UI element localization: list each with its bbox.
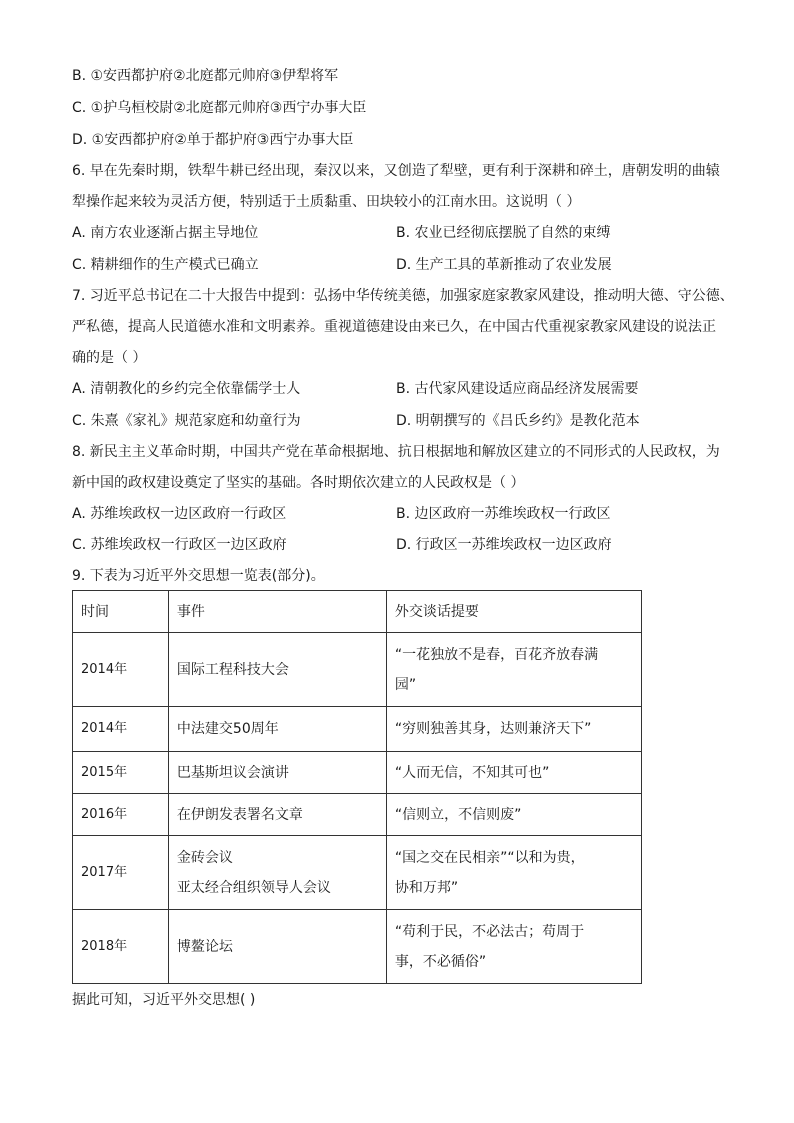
table-row (73, 910, 642, 984)
header-event: 事件 (168, 591, 386, 633)
q9-stem: 9. 下表为习近平外交思想一览表(部分)。 (72, 568, 325, 584)
row-talk (386, 836, 641, 910)
row-time: 2017年 (73, 836, 169, 910)
row-event: 巴基斯坦议会演讲 (168, 752, 386, 794)
row-event (168, 836, 386, 910)
row-time: 2014年 (73, 707, 169, 752)
table-header-row (73, 591, 642, 633)
q7-stem-line1: 7. 习近平总书记在二十大报告中提到：弘扬中华传统美德，加强家庭家教家风建设，推动明大德、守公德、 (72, 288, 734, 304)
row-event: 中法建交50周年 (168, 707, 386, 752)
q7-option-b: B. 古代家风建设适应商品经济发展需要 (396, 381, 639, 397)
diplomacy-table (72, 590, 642, 984)
row-event: 国际工程科技大会 (168, 633, 386, 707)
table-row (73, 794, 642, 836)
row-time: 2016年 (73, 794, 169, 836)
q6-stem-line2: 犁操作起来较为灵活方便，特别适于土质黏重、田块较小的江南水田。这说明（ ） (72, 194, 581, 210)
table-row (73, 633, 642, 707)
row-talk: “人而无信，不知其可也” (386, 752, 641, 794)
header-talk: 外交谈话提要 (386, 591, 641, 633)
row-talk-line1: “国之交在民相亲”“以和为贵， (394, 849, 585, 866)
row-time: 2015年 (73, 752, 169, 794)
q7-stem-line2: 严私德，提高人民道德水准和文明素养。重视道德建设由来已久，在中国古代重视家教家风建设的说法正 (72, 319, 716, 335)
q8-stem-line2: 新中国的政权建设奠定了坚实的基础。各时期依次建立的人民政权是（ ） (72, 475, 525, 491)
row-event-line2: 亚太经合组织领导人会议 (176, 879, 331, 896)
q6-stem-line1: 6. 早在先秦时期，铁犁牛耕已经出现，秦汉以来，又创造了犁壁，更有利于深耕和碎土，唐朝发明的曲辕 (72, 163, 720, 179)
q8-option-d: D. 行政区一苏维埃政权一边区政府 (396, 537, 612, 553)
q6-option-a: A. 南方农业逐渐占据主导地位 (72, 225, 259, 241)
q5-option-d: D. ①安西都护府②单于都护府③西宁办事大臣 (72, 132, 354, 148)
q7-stem-line3: 确的是（ ） (72, 350, 147, 366)
q8-stem-line1: 8. 新民主主义革命时期，中国共产党在革命根据地、抗日根据地和解放区建立的不同形式的人民政权，为 (72, 444, 720, 460)
row-talk (386, 633, 641, 707)
q8-option-c: C. 苏维埃政权一行政区一边区政府 (72, 537, 287, 553)
table-row (73, 752, 642, 794)
q8-option-a: A. 苏维埃政权一边区政府一行政区 (72, 506, 287, 522)
row-talk (386, 910, 641, 984)
row-talk-line1: “一花独放不是春，百花齐放春满 (394, 646, 599, 663)
row-talk-line1: “苟利于民，不必法古；苟周于 (394, 923, 585, 940)
row-talk: “信则立，不信则废” (386, 794, 641, 836)
q6-option-d: D. 生产工具的革新推动了农业发展 (396, 257, 612, 273)
row-talk-line2: 事，不必循俗” (394, 953, 487, 970)
row-time: 2018年 (73, 910, 169, 984)
q7-option-c: C. 朱熹《家礼》规范家庭和幼童行为 (72, 413, 301, 429)
q7-option-d: D. 明朝撰写的《吕氏乡约》是教化范本 (396, 413, 640, 429)
q9-tail: 据此可知，习近平外交思想( ) (72, 992, 256, 1008)
row-event: 在伊朗发表署名文章 (168, 794, 386, 836)
row-talk-line2: 协和万邦” (394, 879, 459, 896)
q6-option-b: B. 农业已经彻底摆脱了自然的束缚 (396, 225, 611, 241)
q5-option-b: B. ①安西都护府②北庭都元帅府③伊犁将军 (72, 68, 339, 84)
header-time: 时间 (73, 591, 169, 633)
q7-option-a: A. 清朝教化的乡约完全依靠儒学士人 (72, 381, 301, 397)
q8-option-b: B. 边区政府一苏维埃政权一行政区 (396, 506, 611, 522)
row-event-line1: 金砖会议 (176, 849, 233, 866)
row-talk-line2: 园” (394, 676, 417, 693)
row-talk: “穷则独善其身，达则兼济天下” (386, 707, 641, 752)
row-time: 2014年 (73, 633, 169, 707)
q5-option-c: C. ①护乌桓校尉②北庭都元帅府③西宁办事大臣 (72, 100, 367, 116)
table-row (73, 836, 642, 910)
row-event: 博鳌论坛 (168, 910, 386, 984)
table-row (73, 707, 642, 752)
q6-option-c: C. 精耕细作的生产模式已确立 (72, 257, 259, 273)
